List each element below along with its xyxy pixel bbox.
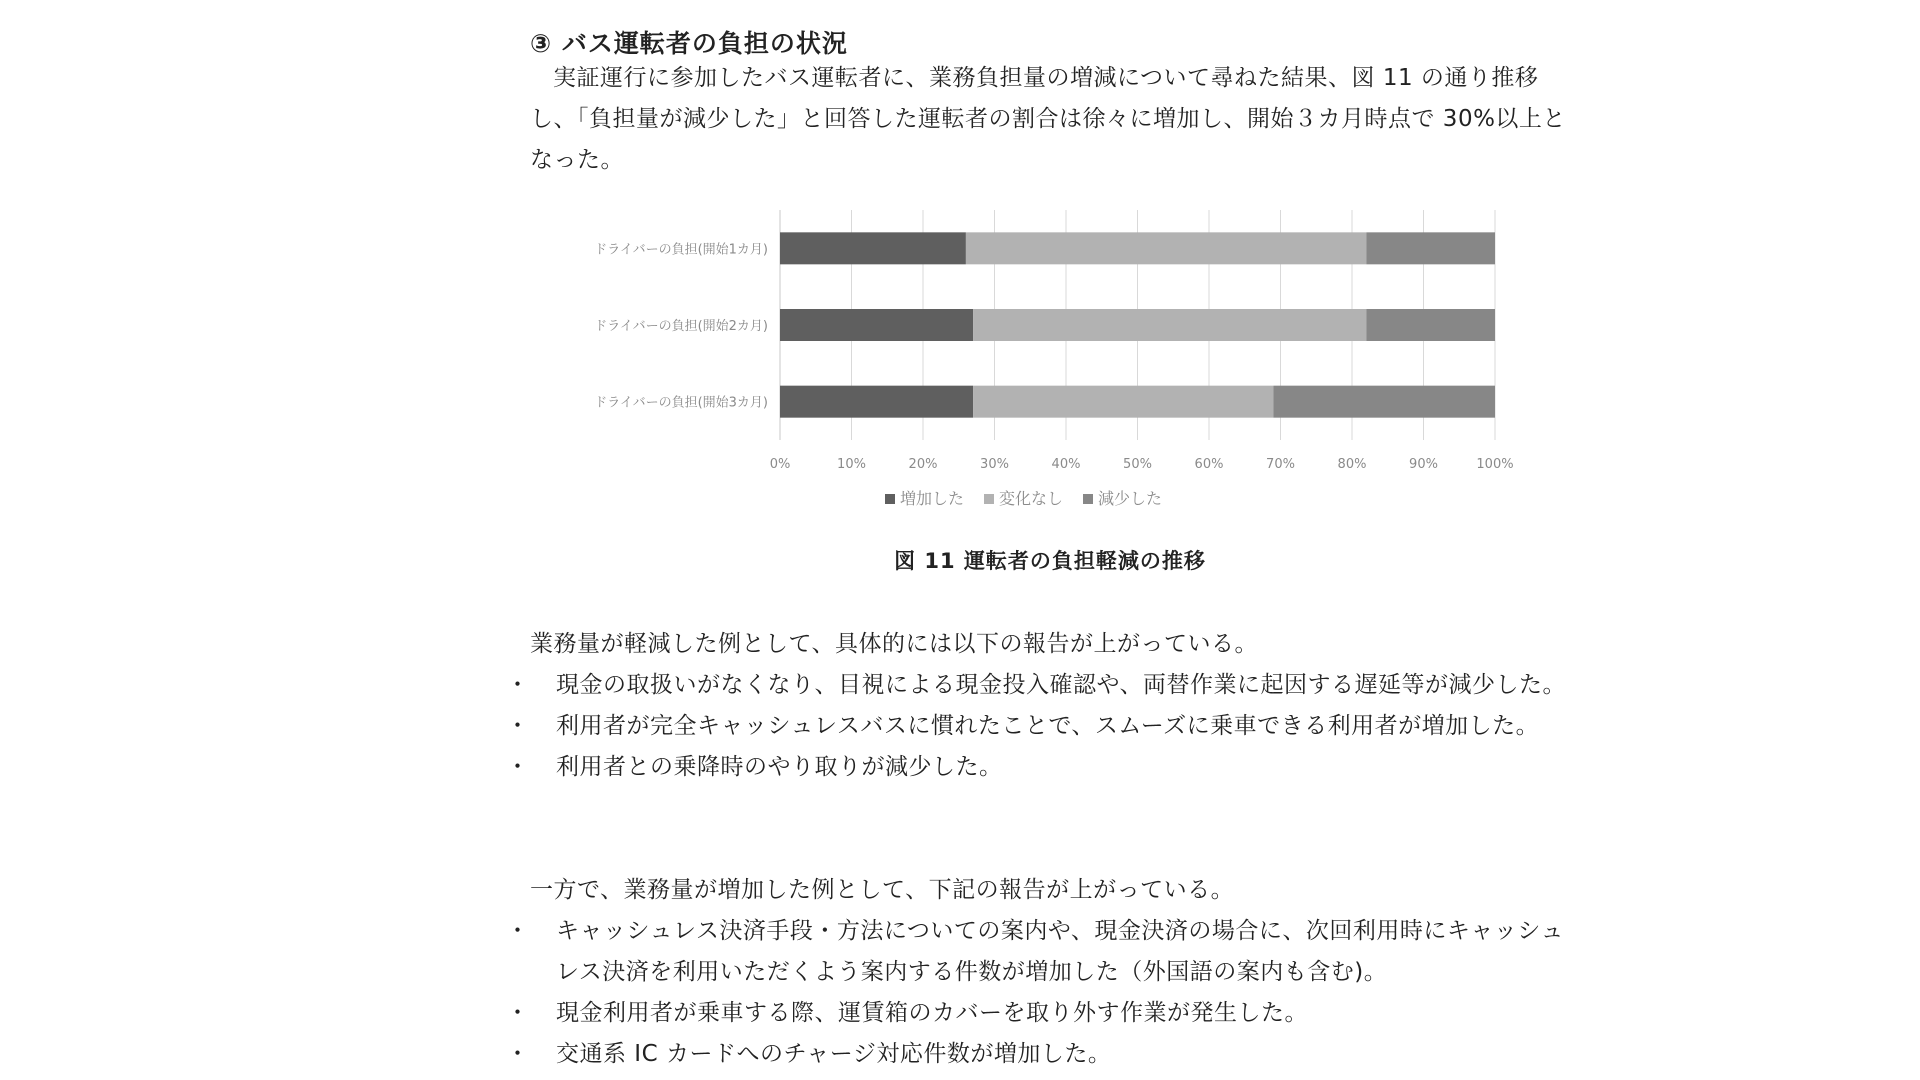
list-item-text: 利用者との乗降時のやり取りが減少した。 bbox=[556, 754, 1003, 780]
legend-swatch bbox=[885, 494, 895, 504]
list-item bbox=[500, 911, 1580, 993]
legend-label: 減少した bbox=[1098, 489, 1163, 508]
increased-list bbox=[500, 911, 1580, 1075]
bullet-marker: ・ bbox=[506, 713, 530, 739]
x-tick-label: 50% bbox=[1123, 457, 1152, 472]
stacked-bar-chart bbox=[545, 200, 1545, 520]
x-tick-label: 90% bbox=[1409, 457, 1438, 472]
legend-swatch bbox=[984, 494, 994, 504]
x-tick-label: 80% bbox=[1337, 457, 1367, 472]
list-item-text: 現金の取扱いがなくなり、目視による現金投入確認や、両替作業に起因する遅延等が減少した。 bbox=[556, 672, 1567, 698]
list-item-text: 交通系 IC カードへのチャージ対応件数が増加した。 bbox=[556, 1041, 1112, 1067]
increased-lead: 一方で、業務量が増加した例として、下記の報告が上がっている。 bbox=[530, 877, 1235, 903]
section-heading: ③ バス運転者の負担の状況 bbox=[530, 29, 848, 58]
chart-svg bbox=[545, 200, 1545, 520]
bullet-marker: ・ bbox=[506, 672, 530, 698]
list-item bbox=[500, 993, 1580, 1034]
x-tick-label: 60% bbox=[1194, 457, 1224, 472]
intro-paragraph: 実証運行に参加したバス運転者に、業務負担量の増減について尋ねた結果、図 11 の通り推移し、「負担量が減少した」と回答した運転者の割合は徐々に増加し、開始３カ月時点で 30%以上となった。 bbox=[530, 65, 1566, 173]
bar-segment bbox=[1366, 232, 1495, 264]
bar-segment bbox=[780, 386, 973, 418]
x-tick-label: 40% bbox=[1051, 457, 1081, 472]
bullet-marker: ・ bbox=[506, 918, 530, 944]
bar-segment bbox=[1366, 309, 1495, 341]
x-tick-label: 10% bbox=[837, 457, 866, 472]
x-tick-label: 100% bbox=[1476, 457, 1514, 472]
bar-segment bbox=[966, 232, 1366, 264]
list-item bbox=[500, 665, 1580, 706]
x-tick-label: 0% bbox=[769, 457, 791, 472]
bar-segment bbox=[1273, 386, 1495, 418]
figure-caption: 図 11 運転者の負担軽減の推移 bbox=[894, 549, 1206, 573]
x-tick-label: 20% bbox=[908, 457, 938, 472]
category-label: ドライバーの負担(開始2カ月) bbox=[594, 319, 768, 334]
legend-swatch bbox=[1083, 494, 1093, 504]
bullet-marker: ・ bbox=[506, 1000, 530, 1026]
list-item bbox=[500, 706, 1580, 747]
legend-label: 変化なし bbox=[999, 489, 1064, 508]
reduced-list bbox=[500, 665, 1580, 788]
list-item bbox=[500, 1034, 1580, 1075]
bullet-marker: ・ bbox=[506, 754, 530, 780]
reduced-lead: 業務量が軽減した例として、具体的には以下の報告が上がっている。 bbox=[530, 631, 1259, 657]
x-tick-label: 70% bbox=[1266, 457, 1295, 472]
list-item bbox=[500, 747, 1580, 788]
legend-label: 増加した bbox=[900, 489, 965, 508]
list-item-text: 現金利用者が乗車する際、運賃箱のカバーを取り外す作業が発生した。 bbox=[556, 1000, 1308, 1026]
category-label: ドライバーの負担(開始3カ月) bbox=[594, 395, 768, 411]
list-item-text: キャッシュレス決済手段・方法についての案内や、現金決済の場合に、次回利用時にキャッシュレス決済を利用いただくよう案内する件数が増加した（外国語の案内も含む)。 bbox=[556, 918, 1564, 985]
category-label: ドライバーの負担(開始1カ月) bbox=[594, 242, 768, 258]
bar-segment bbox=[973, 309, 1366, 341]
bullet-marker: ・ bbox=[506, 1041, 530, 1067]
bar-segment bbox=[780, 232, 966, 264]
list-item-text: 利用者が完全キャッシュレスバスに慣れたことで、スムーズに乗車できる利用者が増加した。 bbox=[556, 713, 1540, 739]
x-tick-label: 30% bbox=[980, 457, 1009, 472]
bar-segment bbox=[780, 309, 973, 341]
bar-segment bbox=[973, 386, 1273, 418]
